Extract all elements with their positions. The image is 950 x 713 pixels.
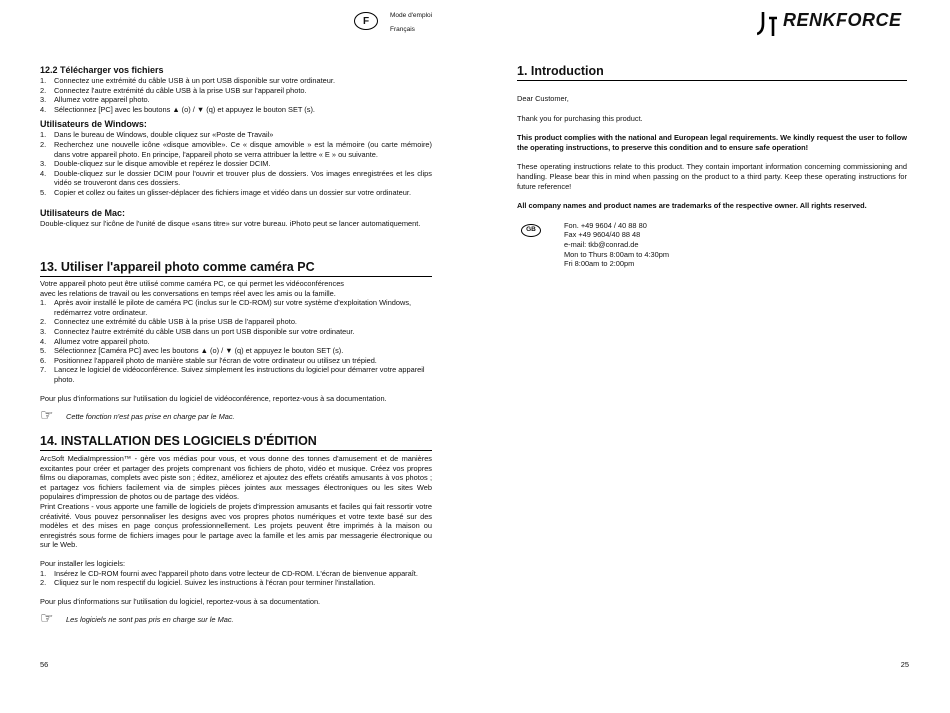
windows-steps	[40, 130, 432, 197]
contact-line: Fon. +49 9604 / 40 88 80	[564, 220, 647, 230]
list-item: 1. Connectez une extrémité du câble USB à un port USB disponible sur votre ordinateur.	[40, 76, 336, 85]
brand-name: RENKFORCE	[783, 10, 902, 30]
doc-language: Français	[390, 26, 415, 33]
left-page	[40, 0, 432, 713]
list-item: 4. Sélectionnez [PC] avec les boutons ▲ (o) / ▼ (q) et appuyez le bouton SET (s).	[40, 104, 315, 114]
list-item: 2. Connectez une extrémité du câble USB à la prise USB de l'appareil photo.	[40, 317, 297, 327]
introduction-title: 1. Introduction	[517, 64, 907, 81]
list-item: 1. Insérez le CD-ROM fourni avec l'appareil photo dans votre lecteur de CD-ROM. L'écran de bienvenue apparaît.	[40, 568, 418, 578]
list-item: 2. Cliquez sur le nom respectif du logiciel. Suivez les instructions à l'écran pour terminer l'installation.	[40, 578, 376, 588]
note-text: Cette fonction n'est pas prise en charge par le Mac.	[66, 412, 235, 422]
left-page-number: 56	[40, 660, 49, 669]
section-14-title: 14. INSTALLATION DES LOGICIELS D'ÉDITION	[40, 434, 432, 451]
instructions-notice: These operating instructions relate to this product. They contain important information concerning commissioning and handling. Please bear this in mind when passing on the product to a third party. Keep these operating instructions for future reference!	[517, 162, 907, 191]
windows-users-title: Utilisateurs de Windows:	[40, 119, 147, 130]
contact-line: Fri 8:00am to 2:00pm	[564, 259, 635, 269]
pointing-hand-icon: ☞	[40, 610, 54, 628]
right-page	[517, 0, 909, 713]
note-text: Les logiciels ne sont pas pris en charge sur le Mac.	[66, 615, 234, 625]
list-item: 1. Dans le bureau de Windows, double cliquez sur «Poste de Travail»	[40, 130, 274, 140]
list-item: 2. Connectez l'autre extrémité du câble USB à la prise USB sur l'appareil photo.	[40, 85, 307, 95]
section-14-note	[40, 610, 432, 628]
section-13-intro-1: Votre appareil photo peut être utilisé comme caméra PC, ce qui permet les vidéoconférences	[40, 279, 344, 288]
legal-notice: This product complies with the national and European legal requirements. We kindly request the user to follow the operating instructions, to preserve this condition and to ensure safe operation!	[517, 133, 907, 152]
list-item: 3. Allumez votre appareil photo.	[40, 95, 150, 105]
pointing-hand-icon: ☞	[40, 407, 54, 425]
section-14-more-info: Pour plus d'informations sur l'utilisation du logiciel, reportez-vous à sa documentation.	[40, 596, 321, 606]
doc-type: Mode d'emploi	[390, 12, 433, 19]
mac-instructions: Double-cliquez sur l'icône de l'unité de disque «sans titre» sur votre bureau. iPhoto peut se lancer automatiquement.	[40, 218, 421, 228]
section-14-paragraph-1: ArcSoft MediaImpression™ - gère vos médias pour vous, et vous donne des tonnes d'amusement et de manières excitantes pour créer et partager des projets comprenant vos fichiers de photo, vidéo et musique. Créez vos propres films ou diaporamas, complets avec piste son ; éditez, améliorez et ajoutez des effets créatifs amusants à vos photos ; et partagez vos fichiers facilement via de simples pièces jointes aux messages électroniques ou les sites Web populaires d'impression de photos ou de partage des vidéos.	[40, 454, 432, 502]
contact-line: e-mail: tkb@conrad.de	[564, 239, 639, 249]
mac-users-title: Utilisateurs de Mac:	[40, 207, 126, 218]
list-item: 5. Copier et collez ou faites un glisser-déplacer des fichiers image et vidéo dans un dossier sur votre ordinateur.	[40, 187, 411, 197]
contact-line: Mon to Thurs 8:00am to 4:30pm	[564, 249, 670, 259]
section-13-more-info: Pour plus d'informations sur l'utilisation du logiciel de vidéoconférence, reportez-vous à sa documentation.	[40, 393, 387, 403]
list-item: 4. Double-cliquez sur le dossier DCIM pour l'ouvrir et trouver plus de dossiers. Vos images enregistrées et les clips vidéo se trouveront dans ces dossiers.	[40, 168, 432, 188]
list-item: 3. Double-cliquez sur le disque amovible et repérez le dossier DCIM.	[40, 159, 271, 169]
section-12-2-title: 12.2 Télécharger vos fichiers	[40, 65, 164, 75]
section-13-steps	[40, 298, 432, 384]
list-item: 5. Sélectionnez [Caméra PC] avec les boutons ▲ (o) / ▼ (q) et appuyez le bouton SET (s).	[40, 346, 344, 356]
list-item: 1. Après avoir installé le pilote de caméra PC (inclus sur le CD-ROM) sur votre système d'exploitation Windows, redémarrez votre ordinateur.	[40, 298, 412, 317]
section-13-intro-2: avec les relations de travail ou les conversations en temps réel avec les amis ou la famille.	[40, 288, 336, 298]
trademarks-notice: All company names and product names are trademarks of the respective owner. All rights reserved.	[517, 201, 867, 211]
list-item: 3. Connectez l'autre extrémité du câble USB dans un port USB disponible sur votre ordinateur.	[40, 326, 355, 336]
contact-lines	[564, 221, 669, 269]
list-item: 7. Lancez le logiciel de vidéoconférence. Suivez simplement les instructions du logiciel pour démarrer votre appareil photo.	[40, 365, 425, 384]
section-13-title: 13. Utiliser l'appareil photo comme caméra PC	[40, 260, 432, 277]
section-14-paragraph-2: Print Creations - vous apporte une famille de logiciels de projets d'impression amusants et faciles qui fait ressortir votre créativité. Vous pouvez personnaliser les designs avec vos propres photos numériques et votre texte basé sur des modèles et des mises en page conçus professionnellement. Les projets peuvent être imprimés à la maison ou enregistrés sous forme de fichiers images pour le partage avec la famille et les amis par messagerie électronique ou sur le Web.	[40, 501, 432, 550]
list-item: 6. Positionnez l'appareil photo de manière stable sur l'écran de votre ordinateur ou utilisez un trépied.	[40, 355, 377, 365]
list-item: 2. Recherchez une nouvelle icône «disque amovible». Ce « disque amovible » est la mémoire (ou carte mémoire) dans votre appareil photo. En principe, l'appareil photo se verra attribuer la lettre « E » ou suivante.	[40, 139, 432, 159]
language-code: F	[362, 15, 370, 27]
section-12-2-steps	[40, 76, 432, 114]
section-13-note	[40, 407, 432, 425]
thanks-text: Thank you for purchasing this product.	[517, 113, 643, 123]
greeting: Dear Customer,	[517, 94, 569, 103]
country-badge: GB	[521, 224, 541, 237]
section-14-steps	[40, 569, 432, 588]
contact-line: Fax +49 9604/40 88 48	[564, 230, 641, 240]
contact-block	[517, 221, 907, 277]
list-item: 4. Allumez votre appareil photo.	[40, 336, 150, 346]
right-page-number: 25	[900, 660, 909, 669]
install-heading: Pour installer les logiciels:	[40, 558, 126, 568]
